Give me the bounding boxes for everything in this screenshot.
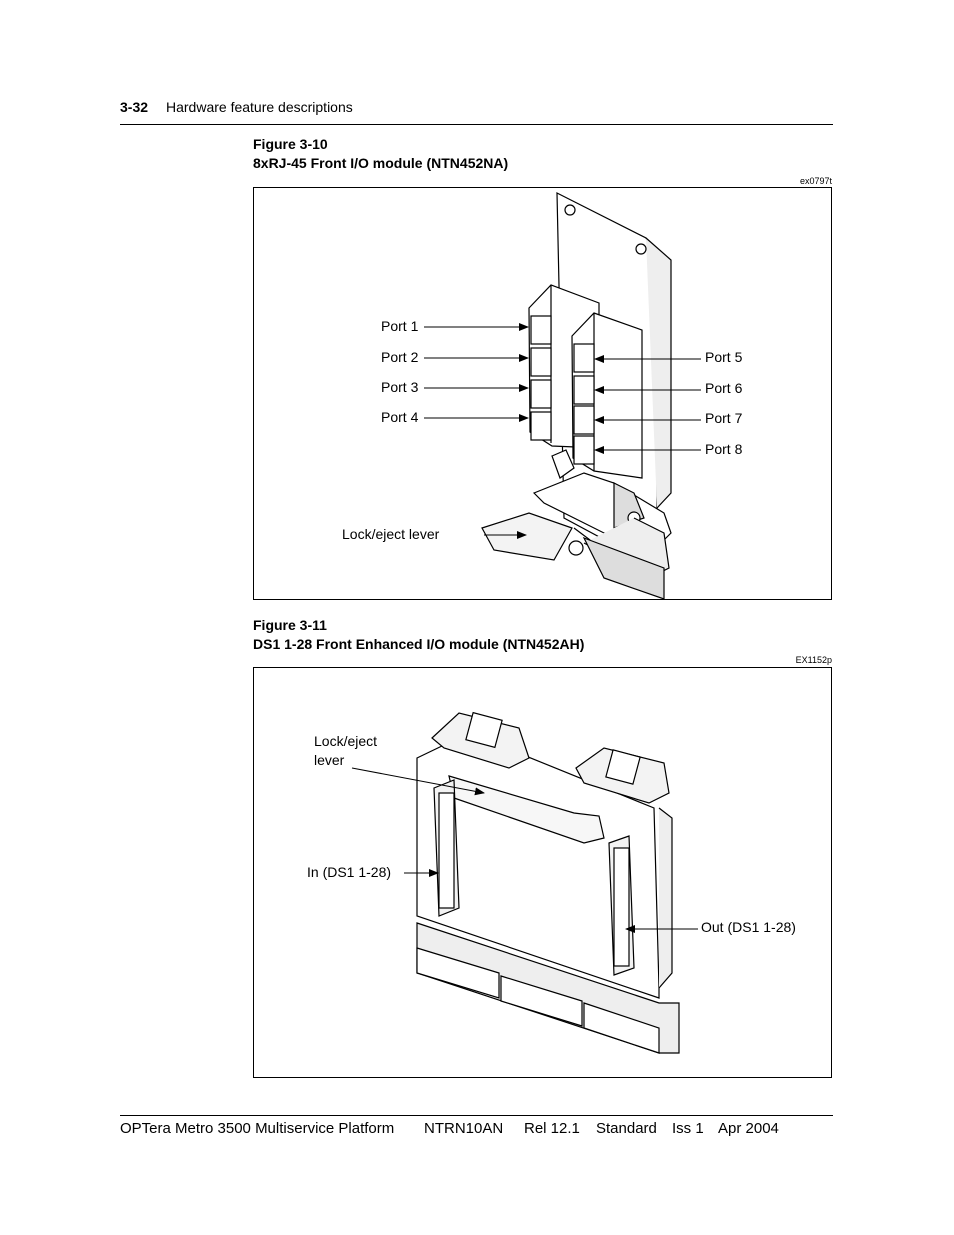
figure-1-number: Figure 3-10	[253, 136, 328, 152]
label-port-7: Port 7	[705, 410, 743, 426]
label-port-5: Port 5	[705, 349, 743, 365]
figure-2-id: EX1152p	[795, 655, 832, 665]
label-in-ds1: In (DS1 1-28)	[307, 864, 392, 880]
label-port-6: Port 6	[705, 380, 743, 396]
footer-product: OPTera Metro 3500 Multiservice Platform	[120, 1120, 395, 1137]
figure-2-number: Figure 3-11	[253, 617, 327, 633]
label-lock-eject: Lock/eject	[314, 733, 378, 749]
footer-issue: Iss 1	[672, 1120, 704, 1137]
label-port-2: Port 2	[381, 349, 419, 365]
label-port-8: Port 8	[705, 441, 743, 457]
footer-date: Apr 2004	[718, 1120, 779, 1137]
rj45-module-drawing	[254, 188, 831, 599]
figure-1-caption: 8xRJ-45 Front I/O module (NTN452NA)	[253, 155, 509, 171]
label-port-3: Port 3	[381, 379, 419, 395]
label-out-ds1: Out (DS1 1-28)	[701, 919, 796, 935]
footer-status: Standard	[596, 1120, 657, 1137]
page-number: 3-32	[120, 99, 149, 115]
footer-rule	[120, 1115, 833, 1116]
figure-2-caption: DS1 1-28 Front Enhanced I/O module (NTN452AH)	[253, 636, 585, 652]
footer-doc-number: NTRN10AN	[424, 1120, 504, 1137]
label-port-1: Port 1	[381, 318, 419, 334]
header-rule	[120, 124, 833, 125]
figure-2-frame	[253, 667, 832, 1078]
section-title: Hardware feature descriptions	[166, 99, 353, 115]
footer-release: Rel 12.1	[524, 1120, 580, 1137]
label-port-4: Port 4	[381, 409, 419, 425]
label-lever: lever	[314, 752, 345, 768]
label-lock-eject-lever: Lock/eject lever	[342, 526, 440, 542]
figure-1-id: ex0797t	[799, 176, 832, 186]
figure-1-frame	[253, 187, 832, 600]
